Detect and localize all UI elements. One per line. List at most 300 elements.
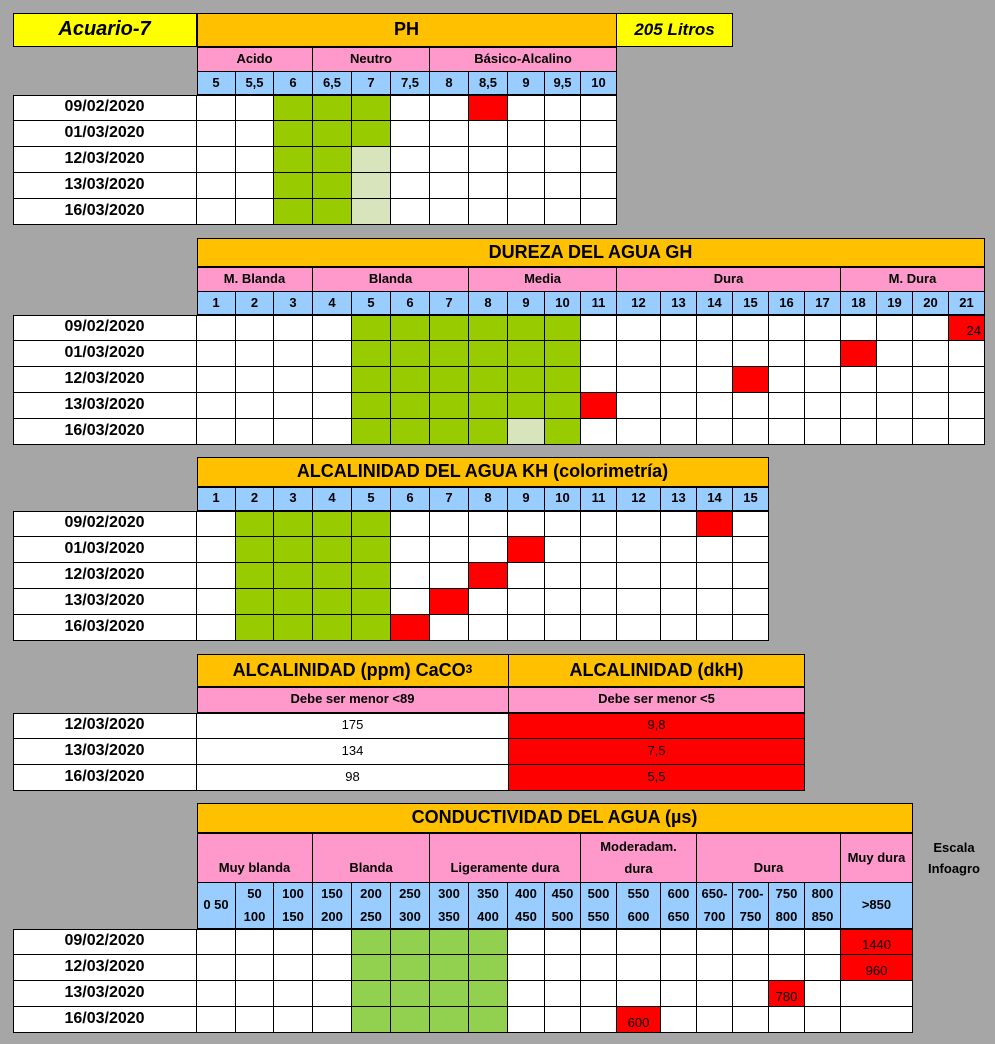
cond-cell-0-1 <box>236 929 274 955</box>
cond-group-2: Ligeramente dura <box>430 833 581 883</box>
gh-cell-1-15 <box>769 341 805 367</box>
ph-scale-5: 7,5 <box>391 72 430 95</box>
gh-scale-19: 20 <box>913 292 949 315</box>
ph-cell-1-9 <box>545 121 581 147</box>
cond-cell-2-4 <box>352 981 391 1007</box>
kh-cell-2-7 <box>469 563 508 589</box>
cond-scale-11-b: 600 <box>627 908 650 924</box>
gh-cell-3-18 <box>877 393 913 419</box>
cond-cell-3-8 <box>508 1007 545 1033</box>
gh-cell-0-2 <box>274 315 313 341</box>
gh-cell-2-3 <box>313 367 352 393</box>
cond-cell-1-1 <box>236 955 274 981</box>
alk-dkh-note: Debe ser menor <5 <box>509 687 805 713</box>
kh-cell-4-4 <box>352 615 391 641</box>
gh-cell-2-6 <box>430 367 469 393</box>
ph-cell-2-8 <box>508 147 545 173</box>
gh-cell-0-15 <box>769 315 805 341</box>
cond-cell-1-7 <box>469 955 508 981</box>
ph-cell-4-6 <box>430 199 469 225</box>
kh-title: ALCALINIDAD DEL AGUA KH (colorimetría) <box>197 457 769 487</box>
kh-scale-3: 4 <box>313 487 352 511</box>
cond-title: CONDUCTIVIDAD DEL AGUA (µs) <box>197 803 913 833</box>
aquarium-name: Acuario-7 <box>13 13 197 47</box>
ph-scale-6: 8 <box>430 72 469 95</box>
ph-date-0: 09/02/2020 <box>13 95 197 121</box>
gh-scale-15: 16 <box>769 292 805 315</box>
ph-scale-10: 10 <box>581 72 617 95</box>
cond-scale-17-a: >850 <box>861 897 892 913</box>
cond-date-0: 09/02/2020 <box>13 929 197 955</box>
cond-cell-0-7 <box>469 929 508 955</box>
gh-cell-3-20 <box>949 393 985 419</box>
kh-scale-13: 14 <box>697 487 733 511</box>
ph-cell-2-1 <box>236 147 274 173</box>
gh-cell-3-13 <box>697 393 733 419</box>
kh-cell-0-3 <box>313 511 352 537</box>
cond-scale-9-a: 450 <box>551 886 574 902</box>
cond-scale-0 <box>197 883 236 929</box>
cond-cell-0-8 <box>508 929 545 955</box>
cond-cell-1-5 <box>391 955 430 981</box>
ph-group-2: Básico-Alcalino <box>430 47 617 72</box>
kh-cell-0-9 <box>545 511 581 537</box>
cond-cell-3-7 <box>469 1007 508 1033</box>
cond-scale-8-b: 450 <box>515 908 537 924</box>
gh-scale-18: 19 <box>877 292 913 315</box>
cond-cell-2-3 <box>313 981 352 1007</box>
kh-cell-3-0 <box>197 589 236 615</box>
gh-cell-3-16 <box>805 393 841 419</box>
alk-ppm-value-0: 175 <box>197 713 509 739</box>
ph-cell-3-2 <box>274 173 313 199</box>
cond-cell-1-14 <box>733 955 769 981</box>
cond-scale-1-b: 100 <box>243 908 266 924</box>
kh-cell-0-0 <box>197 511 236 537</box>
kh-scale-6: 7 <box>430 487 469 511</box>
gh-cell-3-2 <box>274 393 313 419</box>
kh-cell-4-2 <box>274 615 313 641</box>
gh-cell-2-4 <box>352 367 391 393</box>
kh-cell-3-3 <box>313 589 352 615</box>
cond-cell-1-12 <box>661 955 697 981</box>
kh-scale-4: 5 <box>352 487 391 511</box>
gh-cell-1-11 <box>617 341 661 367</box>
alk-dkh-value-0: 9,8 <box>509 713 805 739</box>
cond-date-3: 16/03/2020 <box>13 1007 197 1033</box>
gh-cell-0-11 <box>617 315 661 341</box>
gh-cell-2-11 <box>617 367 661 393</box>
kh-cell-1-0 <box>197 537 236 563</box>
kh-cell-4-7 <box>469 615 508 641</box>
gh-cell-2-10 <box>581 367 617 393</box>
gh-cell-3-9 <box>545 393 581 419</box>
gh-cell-1-10 <box>581 341 617 367</box>
gh-cell-3-7 <box>469 393 508 419</box>
cond-scale-13 <box>697 883 733 929</box>
ph-date-2: 12/03/2020 <box>13 147 197 173</box>
gh-date-2: 12/03/2020 <box>13 367 197 393</box>
cond-scale-14-a: 700- <box>737 886 764 902</box>
cond-scale-3-a: 150 <box>321 886 343 902</box>
kh-cell-0-5 <box>391 511 430 537</box>
gh-cell-2-18 <box>877 367 913 393</box>
gh-cell-4-19 <box>913 419 949 445</box>
ph-cell-2-7 <box>469 147 508 173</box>
gh-cell-3-19 <box>913 393 949 419</box>
gh-cell-2-16 <box>805 367 841 393</box>
cond-scale-6 <box>430 883 469 929</box>
cond-group-3: Moderadam. dura <box>581 833 697 883</box>
ph-cell-0-7 <box>469 95 508 121</box>
ph-cell-1-2 <box>274 121 313 147</box>
gh-cell-2-7 <box>469 367 508 393</box>
gh-cell-2-2 <box>274 367 313 393</box>
gh-cell-2-15 <box>769 367 805 393</box>
gh-cell-2-12 <box>661 367 697 393</box>
gh-cell-2-20 <box>949 367 985 393</box>
ph-cell-3-5 <box>391 173 430 199</box>
kh-scale-10: 11 <box>581 487 617 511</box>
alk-date-0: 12/03/2020 <box>13 713 197 739</box>
gh-cell-3-14 <box>733 393 769 419</box>
ph-scale-7: 8,5 <box>469 72 508 95</box>
ph-cell-3-1 <box>236 173 274 199</box>
gh-cell-3-0 <box>197 393 236 419</box>
gh-cell-1-12 <box>661 341 697 367</box>
cond-scale-0-a: 0 50 <box>203 897 229 913</box>
gh-cell-1-3 <box>313 341 352 367</box>
gh-cell-4-1 <box>236 419 274 445</box>
cond-cell-0-10 <box>581 929 617 955</box>
ph-scale-8: 9 <box>508 72 545 95</box>
cond-cell-3-6 <box>430 1007 469 1033</box>
gh-date-1: 01/03/2020 <box>13 341 197 367</box>
cond-cell-3-13 <box>697 1007 733 1033</box>
gh-scale-6: 7 <box>430 292 469 315</box>
cond-cell-3-2 <box>274 1007 313 1033</box>
kh-cell-3-13 <box>697 589 733 615</box>
ph-cell-4-10 <box>581 199 617 225</box>
gh-scale-9: 10 <box>545 292 581 315</box>
gh-cell-1-16 <box>805 341 841 367</box>
gh-cell-2-13 <box>697 367 733 393</box>
cond-scale-10-b: 550 <box>587 908 610 924</box>
gh-cell-1-18 <box>877 341 913 367</box>
gh-cell-0-6 <box>430 315 469 341</box>
ph-cell-4-2 <box>274 199 313 225</box>
cond-group-1: Blanda <box>313 833 430 883</box>
gh-scale-12: 13 <box>661 292 697 315</box>
ph-cell-2-4 <box>352 147 391 173</box>
ph-cell-0-9 <box>545 95 581 121</box>
gh-cell-0-1 <box>236 315 274 341</box>
ph-cell-3-0 <box>197 173 236 199</box>
cond-scale-1-a: 50 <box>247 886 262 902</box>
gh-scale-13: 14 <box>697 292 733 315</box>
cond-cell-3-12 <box>661 1007 697 1033</box>
kh-cell-2-4 <box>352 563 391 589</box>
gh-cell-1-0 <box>197 341 236 367</box>
ph-cell-0-8 <box>508 95 545 121</box>
alk-ppm-title-subscript: 3 <box>465 662 473 677</box>
gh-cell-3-10 <box>581 393 617 419</box>
cond-cell-3-16 <box>805 1007 841 1033</box>
kh-scale-9: 10 <box>545 487 581 511</box>
ph-cell-4-7 <box>469 199 508 225</box>
gh-cell-0-13 <box>697 315 733 341</box>
ph-cell-3-4 <box>352 173 391 199</box>
cond-reading-1: 960 <box>841 955 913 981</box>
ph-cell-1-6 <box>430 121 469 147</box>
gh-date-0: 09/02/2020 <box>13 315 197 341</box>
cond-cell-2-1 <box>236 981 274 1007</box>
gh-cell-4-14 <box>733 419 769 445</box>
kh-date-3: 13/03/2020 <box>13 589 197 615</box>
alk-ppm-title <box>197 654 509 687</box>
cond-cell-3-4 <box>352 1007 391 1033</box>
kh-cell-4-9 <box>545 615 581 641</box>
kh-cell-1-4 <box>352 537 391 563</box>
ph-cell-1-5 <box>391 121 430 147</box>
cond-scale-11-a: 550 <box>627 886 650 902</box>
kh-cell-0-11 <box>617 511 661 537</box>
cond-cell-2-16 <box>805 981 841 1007</box>
kh-scale-11: 12 <box>617 487 661 511</box>
gh-cell-4-12 <box>661 419 697 445</box>
kh-cell-0-7 <box>469 511 508 537</box>
ph-cell-0-0 <box>197 95 236 121</box>
kh-scale-1: 2 <box>236 487 274 511</box>
ph-cell-2-2 <box>274 147 313 173</box>
gh-cell-2-8 <box>508 367 545 393</box>
cond-cell-1-4 <box>352 955 391 981</box>
kh-cell-1-10 <box>581 537 617 563</box>
cond-cell-2-5 <box>391 981 430 1007</box>
gh-scale-4: 5 <box>352 292 391 315</box>
gh-cell-2-1 <box>236 367 274 393</box>
ph-scale-2: 6 <box>274 72 313 95</box>
gh-cell-2-9 <box>545 367 581 393</box>
gh-cell-4-6 <box>430 419 469 445</box>
cond-cell-0-9 <box>545 929 581 955</box>
kh-cell-4-0 <box>197 615 236 641</box>
cond-scale-5-a: 250 <box>399 886 421 902</box>
kh-cell-1-9 <box>545 537 581 563</box>
cond-scale-15-a: 750 <box>775 886 798 902</box>
gh-cell-4-4 <box>352 419 391 445</box>
gh-cell-0-4 <box>352 315 391 341</box>
ph-cell-3-3 <box>313 173 352 199</box>
ph-scale-4: 7 <box>352 72 391 95</box>
ph-cell-0-3 <box>313 95 352 121</box>
ph-cell-4-5 <box>391 199 430 225</box>
gh-cell-3-15 <box>769 393 805 419</box>
cond-cell-1-13 <box>697 955 733 981</box>
gh-cell-2-14 <box>733 367 769 393</box>
ph-cell-2-0 <box>197 147 236 173</box>
kh-cell-4-3 <box>313 615 352 641</box>
kh-date-4: 16/03/2020 <box>13 615 197 641</box>
cond-cell-1-8 <box>508 955 545 981</box>
gh-cell-4-13 <box>697 419 733 445</box>
kh-cell-0-2 <box>274 511 313 537</box>
gh-cell-1-5 <box>391 341 430 367</box>
gh-cell-4-16 <box>805 419 841 445</box>
cond-scale-14 <box>733 883 769 929</box>
cond-group-0: Muy blanda <box>197 833 313 883</box>
cond-scale-16 <box>805 883 841 929</box>
gh-cell-0-10 <box>581 315 617 341</box>
cond-cell-0-5 <box>391 929 430 955</box>
kh-cell-1-3 <box>313 537 352 563</box>
gh-cell-3-11 <box>617 393 661 419</box>
cond-cell-2-8 <box>508 981 545 1007</box>
gh-cell-3-4 <box>352 393 391 419</box>
ph-cell-3-7 <box>469 173 508 199</box>
gh-cell-2-0 <box>197 367 236 393</box>
cond-scale-12-a: 600 <box>667 886 690 902</box>
kh-cell-1-13 <box>697 537 733 563</box>
kh-cell-3-14 <box>733 589 769 615</box>
ph-cell-0-2 <box>274 95 313 121</box>
gh-group-1: Blanda <box>313 267 469 292</box>
cond-cell-0-4 <box>352 929 391 955</box>
cond-cell-0-13 <box>697 929 733 955</box>
kh-cell-1-2 <box>274 537 313 563</box>
kh-cell-2-12 <box>661 563 697 589</box>
kh-cell-1-8 <box>508 537 545 563</box>
kh-cell-3-4 <box>352 589 391 615</box>
gh-cell-1-4 <box>352 341 391 367</box>
kh-cell-3-6 <box>430 589 469 615</box>
gh-cell-1-17 <box>841 341 877 367</box>
cond-cell-0-16 <box>805 929 841 955</box>
ph-cell-1-1 <box>236 121 274 147</box>
ph-scale-0: 5 <box>197 72 236 95</box>
gh-scale-8: 9 <box>508 292 545 315</box>
gh-cell-1-1 <box>236 341 274 367</box>
cond-cell-2-6 <box>430 981 469 1007</box>
gh-cell-3-5 <box>391 393 430 419</box>
ph-cell-1-10 <box>581 121 617 147</box>
gh-cell-4-18 <box>877 419 913 445</box>
ph-date-4: 16/03/2020 <box>13 199 197 225</box>
gh-cell-4-17 <box>841 419 877 445</box>
cond-scale-2-a: 100 <box>282 886 304 902</box>
ph-cell-0-5 <box>391 95 430 121</box>
cond-cell-1-15 <box>769 955 805 981</box>
cond-scale-7-b: 400 <box>477 908 499 924</box>
ph-cell-2-9 <box>545 147 581 173</box>
ph-cell-1-0 <box>197 121 236 147</box>
kh-cell-0-10 <box>581 511 617 537</box>
gh-cell-4-7 <box>469 419 508 445</box>
cond-scale-3 <box>313 883 352 929</box>
ph-cell-0-6 <box>430 95 469 121</box>
ph-cell-1-3 <box>313 121 352 147</box>
cond-cell-2-7 <box>469 981 508 1007</box>
alk-dkh-value-1: 7,5 <box>509 739 805 765</box>
cond-scale-15-b: 800 <box>775 908 798 924</box>
kh-cell-3-2 <box>274 589 313 615</box>
kh-cell-1-7 <box>469 537 508 563</box>
gh-cell-0-16 <box>805 315 841 341</box>
gh-cell-0-3 <box>313 315 352 341</box>
cond-reading-3: 600 <box>617 1007 661 1033</box>
gh-group-0: M. Blanda <box>197 267 313 292</box>
gh-cell-4-2 <box>274 419 313 445</box>
kh-scale-8: 9 <box>508 487 545 511</box>
ph-scale-9: 9,5 <box>545 72 581 95</box>
kh-cell-3-11 <box>617 589 661 615</box>
kh-cell-1-5 <box>391 537 430 563</box>
gh-cell-1-8 <box>508 341 545 367</box>
cond-cell-3-17 <box>841 1007 913 1033</box>
cond-cell-2-9 <box>545 981 581 1007</box>
gh-title: DUREZA DEL AGUA GH <box>197 238 985 267</box>
gh-group-2: Media <box>469 267 617 292</box>
kh-cell-4-8 <box>508 615 545 641</box>
cond-scale-10-a: 500 <box>587 886 610 902</box>
gh-scale-3: 4 <box>313 292 352 315</box>
gh-cell-4-5 <box>391 419 430 445</box>
kh-scale-14: 15 <box>733 487 769 511</box>
kh-cell-2-13 <box>697 563 733 589</box>
gh-cell-0-5 <box>391 315 430 341</box>
cond-scale-12 <box>661 883 697 929</box>
ph-cell-3-9 <box>545 173 581 199</box>
gh-cell-3-17 <box>841 393 877 419</box>
alk-ppm-note: Debe ser menor <89 <box>197 687 509 713</box>
cond-cell-3-10 <box>581 1007 617 1033</box>
ph-title: PH <box>197 13 617 47</box>
ph-cell-4-0 <box>197 199 236 225</box>
gh-scale-7: 8 <box>469 292 508 315</box>
alk-ppm-title-text: ALCALINIDAD (ppm) CaCO <box>232 659 466 680</box>
gh-cell-4-11 <box>617 419 661 445</box>
cond-scale-13-b: 700 <box>703 908 726 924</box>
kh-cell-3-9 <box>545 589 581 615</box>
cond-group-5: Muy dura <box>841 833 913 883</box>
kh-cell-4-12 <box>661 615 697 641</box>
gh-cell-0-19 <box>913 315 949 341</box>
kh-cell-0-6 <box>430 511 469 537</box>
kh-cell-3-7 <box>469 589 508 615</box>
cond-cell-1-2 <box>274 955 313 981</box>
gh-scale-17: 18 <box>841 292 877 315</box>
gh-cell-0-12 <box>661 315 697 341</box>
gh-cell-0-8 <box>508 315 545 341</box>
kh-cell-4-5 <box>391 615 430 641</box>
cond-scale-16-b: 850 <box>811 908 834 924</box>
gh-cell-4-8 <box>508 419 545 445</box>
ph-cell-4-3 <box>313 199 352 225</box>
cond-cell-3-9 <box>545 1007 581 1033</box>
cond-cell-0-14 <box>733 929 769 955</box>
gh-scale-20: 21 <box>949 292 985 315</box>
kh-cell-2-14 <box>733 563 769 589</box>
kh-cell-1-6 <box>430 537 469 563</box>
gh-cell-2-19 <box>913 367 949 393</box>
gh-cell-0-17 <box>841 315 877 341</box>
ph-cell-3-10 <box>581 173 617 199</box>
gh-reading-label-0: 24 <box>949 315 985 341</box>
cond-cell-1-9 <box>545 955 581 981</box>
cond-cell-0-0 <box>197 929 236 955</box>
gh-cell-3-8 <box>508 393 545 419</box>
ph-cell-2-3 <box>313 147 352 173</box>
